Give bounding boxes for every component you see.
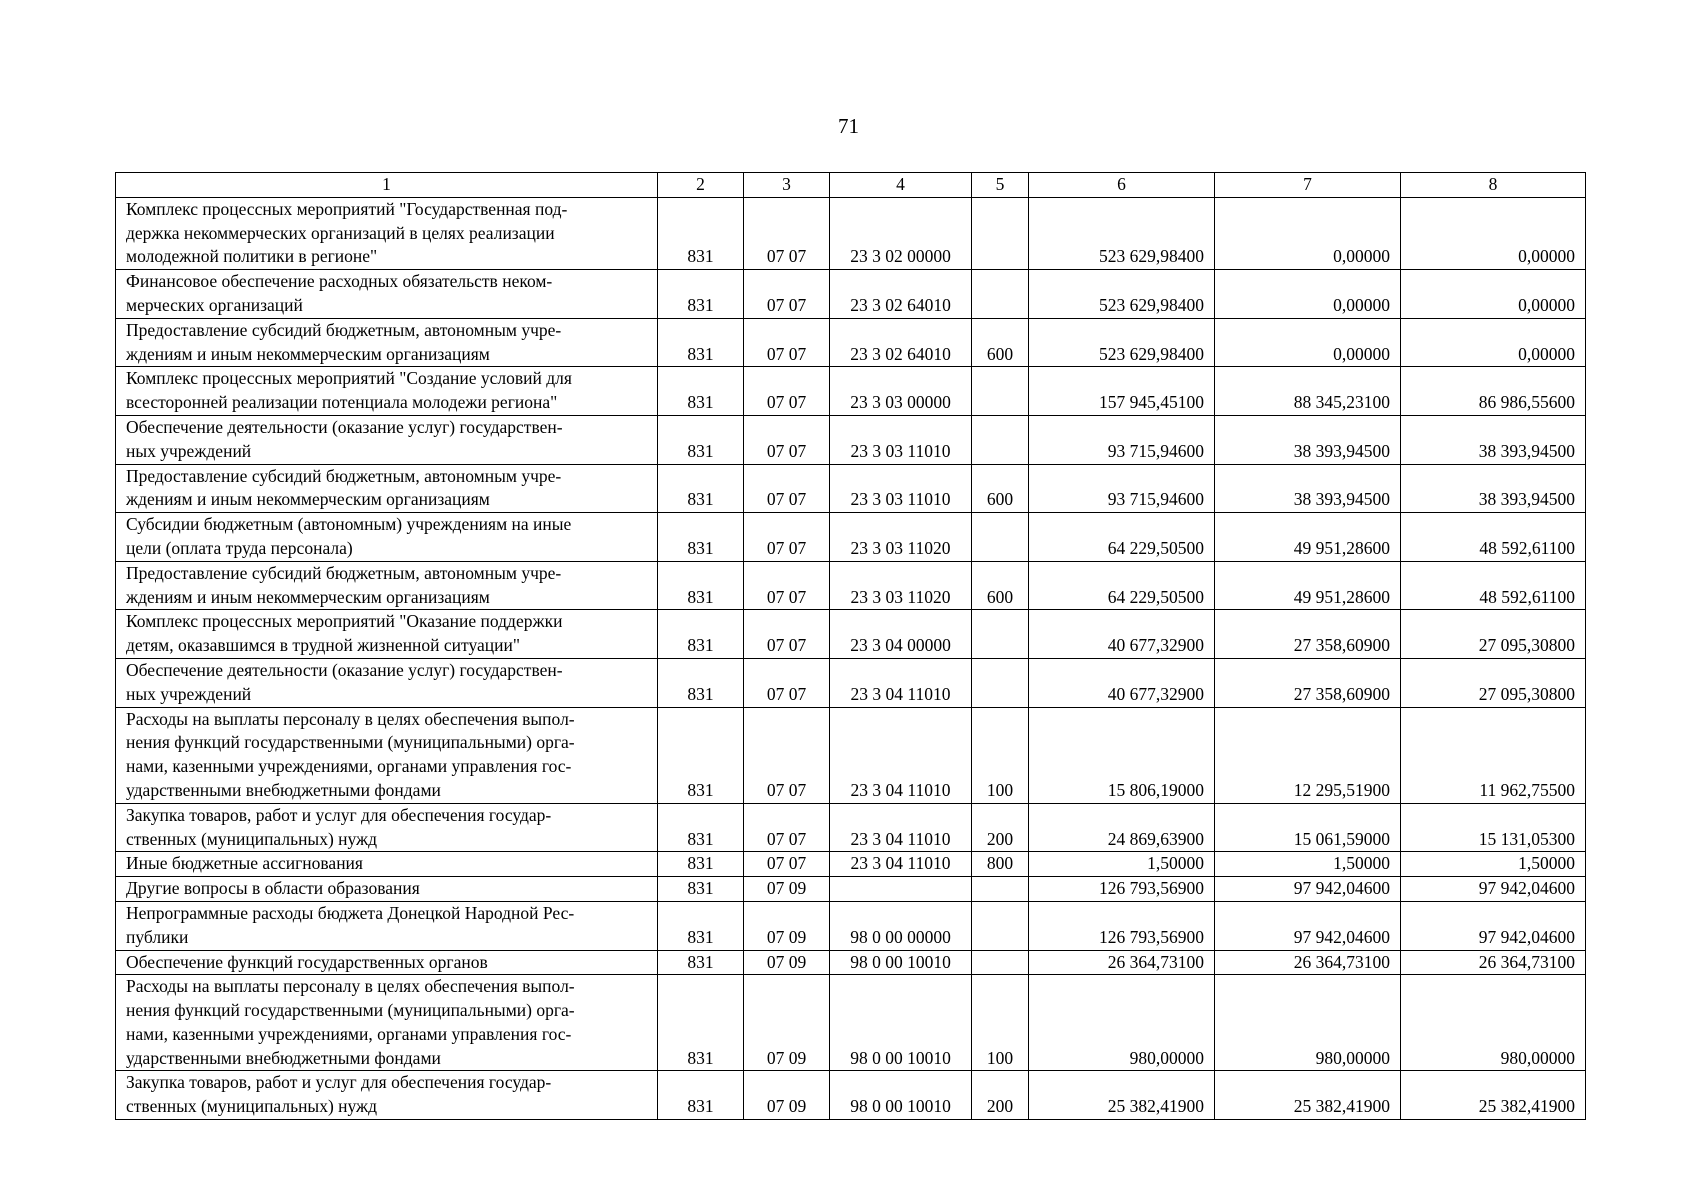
gr-cell: 831 bbox=[658, 803, 744, 852]
expense-type-cell bbox=[972, 950, 1029, 975]
target-article-cell: 98 0 00 00000 bbox=[830, 901, 972, 950]
column-header: 5 bbox=[972, 173, 1029, 198]
gr-cell: 831 bbox=[658, 975, 744, 1071]
gr-cell: 831 bbox=[658, 707, 744, 803]
section-cell: 07 07 bbox=[744, 197, 830, 269]
expense-type-cell: 800 bbox=[972, 852, 1029, 877]
expense-type-cell bbox=[972, 270, 1029, 319]
amount-cell: 97 942,04600 bbox=[1401, 901, 1586, 950]
column-header: 2 bbox=[658, 173, 744, 198]
amount-cell: 38 393,94500 bbox=[1401, 415, 1586, 464]
table-row bbox=[116, 464, 1586, 513]
target-article-cell: 23 3 03 11020 bbox=[830, 513, 972, 562]
row-name-cell: Предоставление субсидий бюджетным, автономным учре- ждениям и иным некоммерческим организациям bbox=[116, 318, 658, 367]
target-article-cell: 23 3 03 11010 bbox=[830, 464, 972, 513]
section-cell: 07 07 bbox=[744, 610, 830, 659]
expense-type-cell: 100 bbox=[972, 975, 1029, 1071]
amount-cell: 64 229,50500 bbox=[1029, 561, 1215, 610]
section-cell: 07 09 bbox=[744, 1071, 830, 1120]
target-article-cell: 98 0 00 10010 bbox=[830, 1071, 972, 1120]
row-name-cell: Обеспечение деятельности (оказание услуг) государствен- ных учреждений bbox=[116, 658, 658, 707]
table-row bbox=[116, 561, 1586, 610]
column-header: 3 bbox=[744, 173, 830, 198]
expense-type-cell: 200 bbox=[972, 1071, 1029, 1120]
row-name-cell: Комплекс процессных мероприятий "Оказание поддержки детям, оказавшимся в трудной жизненной ситуации" bbox=[116, 610, 658, 659]
target-article-cell: 23 3 04 11010 bbox=[830, 707, 972, 803]
expense-type-cell bbox=[972, 513, 1029, 562]
amount-cell: 27 358,60900 bbox=[1215, 610, 1401, 659]
amount-cell: 49 951,28600 bbox=[1215, 561, 1401, 610]
table-row bbox=[116, 707, 1586, 803]
amount-cell: 980,00000 bbox=[1401, 975, 1586, 1071]
column-header: 4 bbox=[830, 173, 972, 198]
target-article-cell: 98 0 00 10010 bbox=[830, 950, 972, 975]
section-cell: 07 07 bbox=[744, 367, 830, 416]
amount-cell: 26 364,73100 bbox=[1029, 950, 1215, 975]
gr-cell: 831 bbox=[658, 270, 744, 319]
amount-cell: 24 869,63900 bbox=[1029, 803, 1215, 852]
table-row bbox=[116, 415, 1586, 464]
amount-cell: 49 951,28600 bbox=[1215, 513, 1401, 562]
row-name-cell: Обеспечение функций государственных органов bbox=[116, 950, 658, 975]
column-header: 7 bbox=[1215, 173, 1401, 198]
amount-cell: 97 942,04600 bbox=[1215, 901, 1401, 950]
row-name-cell: Комплекс процессных мероприятий "Создание условий для всесторонней реализации потенциала молодежи региона" bbox=[116, 367, 658, 416]
row-name-cell: Предоставление субсидий бюджетным, автономным учре- ждениям и иным некоммерческим организациям bbox=[116, 464, 658, 513]
amount-cell: 523 629,98400 bbox=[1029, 270, 1215, 319]
amount-cell: 48 592,61100 bbox=[1401, 561, 1586, 610]
target-article-cell: 23 3 03 00000 bbox=[830, 367, 972, 416]
target-article-cell: 23 3 02 00000 bbox=[830, 197, 972, 269]
target-article-cell: 23 3 02 64010 bbox=[830, 318, 972, 367]
amount-cell: 126 793,56900 bbox=[1029, 877, 1215, 902]
section-cell: 07 07 bbox=[744, 658, 830, 707]
amount-cell: 157 945,45100 bbox=[1029, 367, 1215, 416]
gr-cell: 831 bbox=[658, 197, 744, 269]
table-row bbox=[116, 610, 1586, 659]
expense-type-cell bbox=[972, 877, 1029, 902]
amount-cell: 980,00000 bbox=[1029, 975, 1215, 1071]
section-cell: 07 07 bbox=[744, 852, 830, 877]
amount-cell: 0,00000 bbox=[1401, 318, 1586, 367]
amount-cell: 97 942,04600 bbox=[1401, 877, 1586, 902]
gr-cell: 831 bbox=[658, 610, 744, 659]
row-name-cell: Иные бюджетные ассигнования bbox=[116, 852, 658, 877]
table-row bbox=[116, 197, 1586, 269]
table-row bbox=[116, 367, 1586, 416]
table-row bbox=[116, 901, 1586, 950]
amount-cell: 38 393,94500 bbox=[1215, 464, 1401, 513]
target-article-cell bbox=[830, 877, 972, 902]
amount-cell: 38 393,94500 bbox=[1401, 464, 1586, 513]
amount-cell: 86 986,55600 bbox=[1401, 367, 1586, 416]
table-row bbox=[116, 852, 1586, 877]
section-cell: 07 09 bbox=[744, 950, 830, 975]
expense-type-cell bbox=[972, 901, 1029, 950]
target-article-cell: 23 3 04 11010 bbox=[830, 852, 972, 877]
amount-cell: 1,50000 bbox=[1029, 852, 1215, 877]
target-article-cell: 23 3 03 11020 bbox=[830, 561, 972, 610]
table-row bbox=[116, 950, 1586, 975]
row-name-cell: Расходы на выплаты персоналу в целях обеспечения выпол- нения функций государственными (муниципальными) орга- нами, казенными учреждениями, органами управления гос- ударственными внебюджетными фондами bbox=[116, 975, 658, 1071]
section-cell: 07 07 bbox=[744, 803, 830, 852]
amount-cell: 15 806,19000 bbox=[1029, 707, 1215, 803]
target-article-cell: 23 3 04 00000 bbox=[830, 610, 972, 659]
section-cell: 07 07 bbox=[744, 318, 830, 367]
expense-type-cell bbox=[972, 610, 1029, 659]
gr-cell: 831 bbox=[658, 852, 744, 877]
amount-cell: 38 393,94500 bbox=[1215, 415, 1401, 464]
amount-cell: 0,00000 bbox=[1215, 197, 1401, 269]
gr-cell: 831 bbox=[658, 950, 744, 975]
target-article-cell: 23 3 04 11010 bbox=[830, 803, 972, 852]
gr-cell: 831 bbox=[658, 415, 744, 464]
amount-cell: 26 364,73100 bbox=[1401, 950, 1586, 975]
section-cell: 07 09 bbox=[744, 877, 830, 902]
amount-cell: 93 715,94600 bbox=[1029, 415, 1215, 464]
amount-cell: 25 382,41900 bbox=[1401, 1071, 1586, 1120]
target-article-cell: 98 0 00 10010 bbox=[830, 975, 972, 1071]
section-cell: 07 07 bbox=[744, 561, 830, 610]
amount-cell: 25 382,41900 bbox=[1215, 1071, 1401, 1120]
row-name-cell: Субсидии бюджетным (автономным) учреждениям на иные цели (оплата труда персонала) bbox=[116, 513, 658, 562]
amount-cell: 523 629,98400 bbox=[1029, 197, 1215, 269]
expense-type-cell: 600 bbox=[972, 464, 1029, 513]
amount-cell: 27 095,30800 bbox=[1401, 658, 1586, 707]
amount-cell: 93 715,94600 bbox=[1029, 464, 1215, 513]
column-header: 1 bbox=[116, 173, 658, 198]
amount-cell: 27 095,30800 bbox=[1401, 610, 1586, 659]
amount-cell: 1,50000 bbox=[1215, 852, 1401, 877]
gr-cell: 831 bbox=[658, 901, 744, 950]
amount-cell: 126 793,56900 bbox=[1029, 901, 1215, 950]
amount-cell: 0,00000 bbox=[1401, 197, 1586, 269]
amount-cell: 12 295,51900 bbox=[1215, 707, 1401, 803]
target-article-cell: 23 3 04 11010 bbox=[830, 658, 972, 707]
table-row bbox=[116, 1071, 1586, 1120]
row-name-cell: Закупка товаров, работ и услуг для обеспечения государ- ственных (муниципальных) нужд bbox=[116, 803, 658, 852]
amount-cell: 0,00000 bbox=[1215, 270, 1401, 319]
amount-cell: 88 345,23100 bbox=[1215, 367, 1401, 416]
section-cell: 07 07 bbox=[744, 464, 830, 513]
row-name-cell: Обеспечение деятельности (оказание услуг) государствен- ных учреждений bbox=[116, 415, 658, 464]
section-cell: 07 07 bbox=[744, 707, 830, 803]
row-name-cell: Финансовое обеспечение расходных обязательств неком- мерческих организаций bbox=[116, 270, 658, 319]
amount-cell: 25 382,41900 bbox=[1029, 1071, 1215, 1120]
amount-cell: 0,00000 bbox=[1215, 318, 1401, 367]
amount-cell: 27 358,60900 bbox=[1215, 658, 1401, 707]
row-name-cell: Расходы на выплаты персоналу в целях обеспечения выпол- нения функций государственными (муниципальными) орга- нами, казенными учреждениями, органами управления гос- ударственными внебюджетными фондами bbox=[116, 707, 658, 803]
amount-cell: 64 229,50500 bbox=[1029, 513, 1215, 562]
column-header: 6 bbox=[1029, 173, 1215, 198]
expense-type-cell bbox=[972, 658, 1029, 707]
target-article-cell: 23 3 02 64010 bbox=[830, 270, 972, 319]
header-row bbox=[116, 173, 1586, 198]
gr-cell: 831 bbox=[658, 318, 744, 367]
row-name-cell: Комплекс процессных мероприятий "Государственная под- держка некоммерческих организаций в целях реализации молодежной политики в регионе" bbox=[116, 197, 658, 269]
target-article-cell: 23 3 03 11010 bbox=[830, 415, 972, 464]
section-cell: 07 09 bbox=[744, 901, 830, 950]
table-row bbox=[116, 270, 1586, 319]
section-cell: 07 09 bbox=[744, 975, 830, 1071]
row-name-cell: Закупка товаров, работ и услуг для обеспечения государ- ственных (муниципальных) нужд bbox=[116, 1071, 658, 1120]
amount-cell: 15 061,59000 bbox=[1215, 803, 1401, 852]
table-row bbox=[116, 877, 1586, 902]
amount-cell: 15 131,05300 bbox=[1401, 803, 1586, 852]
section-cell: 07 07 bbox=[744, 513, 830, 562]
row-name-cell: Непрограммные расходы бюджета Донецкой Народной Рес- публики bbox=[116, 901, 658, 950]
amount-cell: 48 592,61100 bbox=[1401, 513, 1586, 562]
row-name-cell: Предоставление субсидий бюджетным, автономным учре- ждениям и иным некоммерческим организациям bbox=[116, 561, 658, 610]
section-cell: 07 07 bbox=[744, 415, 830, 464]
amount-cell: 11 962,75500 bbox=[1401, 707, 1586, 803]
column-header: 8 bbox=[1401, 173, 1586, 198]
row-name-cell: Другие вопросы в области образования bbox=[116, 877, 658, 902]
page-number: 71 bbox=[838, 114, 859, 138]
amount-cell: 0,00000 bbox=[1401, 270, 1586, 319]
amount-cell: 26 364,73100 bbox=[1215, 950, 1401, 975]
gr-cell: 831 bbox=[658, 1071, 744, 1120]
amount-cell: 97 942,04600 bbox=[1215, 877, 1401, 902]
table-row bbox=[116, 513, 1586, 562]
expense-type-cell: 600 bbox=[972, 561, 1029, 610]
amount-cell: 980,00000 bbox=[1215, 975, 1401, 1071]
expense-type-cell: 100 bbox=[972, 707, 1029, 803]
gr-cell: 831 bbox=[658, 877, 744, 902]
budget-table bbox=[115, 172, 1586, 1120]
amount-cell: 40 677,32900 bbox=[1029, 658, 1215, 707]
amount-cell: 523 629,98400 bbox=[1029, 318, 1215, 367]
section-cell: 07 07 bbox=[744, 270, 830, 319]
table-row bbox=[116, 318, 1586, 367]
gr-cell: 831 bbox=[658, 658, 744, 707]
gr-cell: 831 bbox=[658, 513, 744, 562]
gr-cell: 831 bbox=[658, 561, 744, 610]
expense-type-cell bbox=[972, 415, 1029, 464]
expense-type-cell bbox=[972, 197, 1029, 269]
gr-cell: 831 bbox=[658, 464, 744, 513]
amount-cell: 40 677,32900 bbox=[1029, 610, 1215, 659]
gr-cell: 831 bbox=[658, 367, 744, 416]
expense-type-cell: 600 bbox=[972, 318, 1029, 367]
expense-type-cell: 200 bbox=[972, 803, 1029, 852]
amount-cell: 1,50000 bbox=[1401, 852, 1586, 877]
table-row bbox=[116, 803, 1586, 852]
table-row bbox=[116, 975, 1586, 1071]
table-row bbox=[116, 658, 1586, 707]
expense-type-cell bbox=[972, 367, 1029, 416]
